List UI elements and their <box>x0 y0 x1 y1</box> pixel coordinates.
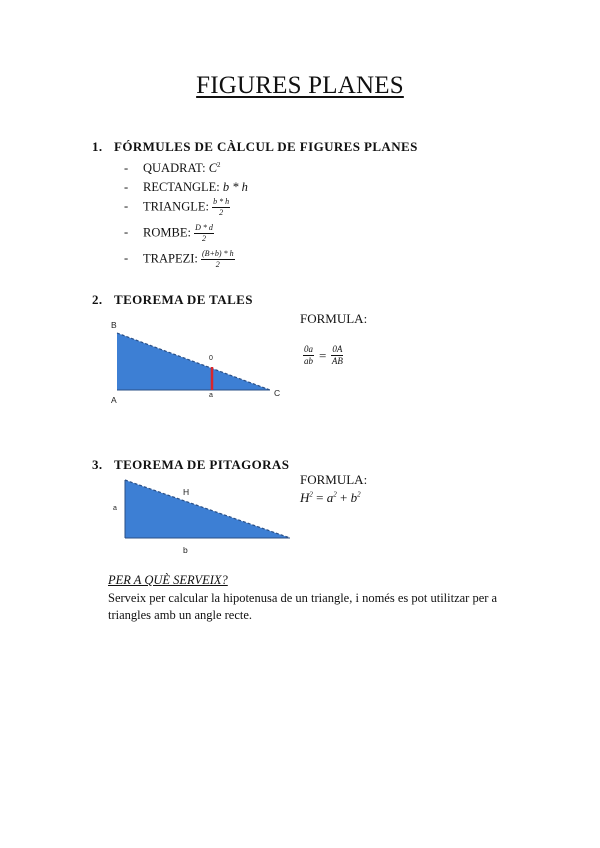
plus-sign: + <box>339 490 348 505</box>
section-heading-text: TEOREMA DE PITAGORAS <box>114 457 290 472</box>
pitagoras-label-a: a <box>113 505 117 512</box>
formula-exponent: 2 <box>333 490 337 499</box>
formula-var-b: b <box>350 490 358 505</box>
section-number: 2. <box>92 292 103 307</box>
formula-item-rectangle <box>124 180 248 195</box>
section-number: 1. <box>92 139 103 154</box>
fraction-numerator: b * h <box>213 197 230 206</box>
section-heading-text: FÓRMULES DE CÀLCUL DE FIGURES PLANES <box>114 139 418 154</box>
answer-paragraph: Serveix per calcular la hipotenusa de un triangle, i només es pot utilitzar per a triangles amb un angle recte. <box>108 591 498 622</box>
tales-label-a-lower: a <box>209 392 213 399</box>
list-dash: - <box>124 225 129 240</box>
formula-item-trapezi <box>124 250 235 269</box>
tales-triangle-diagram <box>100 315 300 410</box>
formula-item-rombe <box>124 224 214 243</box>
page-title: FIGURES PLANES <box>196 72 404 99</box>
fraction-denominator: 2 <box>201 234 206 243</box>
formula-label: TRAPEZI: <box>143 251 198 266</box>
formula-fraction <box>212 198 230 217</box>
section-number: 3. <box>92 457 103 472</box>
section-heading-text: TEOREMA DE TALES <box>114 292 253 307</box>
tales-label-c: C <box>274 388 281 398</box>
formula-label: QUADRAT: <box>143 161 206 176</box>
formula-expression: C <box>208 161 218 176</box>
tales-label-a-upper: A <box>111 395 117 405</box>
formula-label: ROMBE: <box>143 225 191 240</box>
formula-fraction <box>331 345 343 367</box>
tales-formula <box>303 345 343 367</box>
formula-var-h: H <box>300 490 310 505</box>
list-dash: - <box>124 199 129 214</box>
formula-fraction <box>201 250 235 269</box>
fraction-denominator: 2 <box>215 260 220 269</box>
fraction-denominator: 2 <box>219 208 224 217</box>
question-heading: PER A QUÈ SERVEIX? <box>108 573 228 587</box>
formula-exponent: 2 <box>357 490 361 499</box>
tales-label-b: B <box>111 320 117 330</box>
formula-label: TRIANGLE: <box>143 199 209 214</box>
formula-exponent: 2 <box>217 161 221 169</box>
tales-label-o: 0 <box>209 355 213 362</box>
fraction-denominator: ab <box>304 356 313 367</box>
fraction-numerator: (B+b) * h <box>201 249 234 258</box>
fraction-numerator: 0a <box>303 345 314 356</box>
list-dash: - <box>124 180 129 194</box>
pitagoras-formula-label: FORMULA: <box>300 472 368 487</box>
equals-sign: = <box>316 490 324 505</box>
formula-expression: b * h <box>222 180 248 194</box>
equals-sign: = <box>319 347 327 363</box>
fraction-numerator: D * d <box>195 223 213 232</box>
list-dash: - <box>124 161 129 176</box>
formula-item-quadrat <box>124 161 221 176</box>
tales-formula-label: FORMULA: <box>300 311 368 326</box>
formula-item-triangle <box>124 198 230 217</box>
formula-label: RECTANGLE: <box>143 180 220 194</box>
pitagoras-label-h: H <box>183 487 190 497</box>
formula-fraction <box>194 224 214 243</box>
pitagoras-triangle-diagram <box>110 470 300 545</box>
fraction-numerator: 0A <box>331 345 343 356</box>
fraction-denominator: AB <box>331 356 343 367</box>
list-dash: - <box>124 251 129 266</box>
section-heading-tales <box>92 292 253 308</box>
section-heading-formules <box>92 139 418 155</box>
formula-fraction <box>303 345 314 367</box>
formula-var-a: a <box>326 490 334 505</box>
pitagoras-formula <box>300 490 361 506</box>
formula-exponent: 2 <box>309 490 313 499</box>
pitagoras-label-b: b <box>183 545 188 555</box>
